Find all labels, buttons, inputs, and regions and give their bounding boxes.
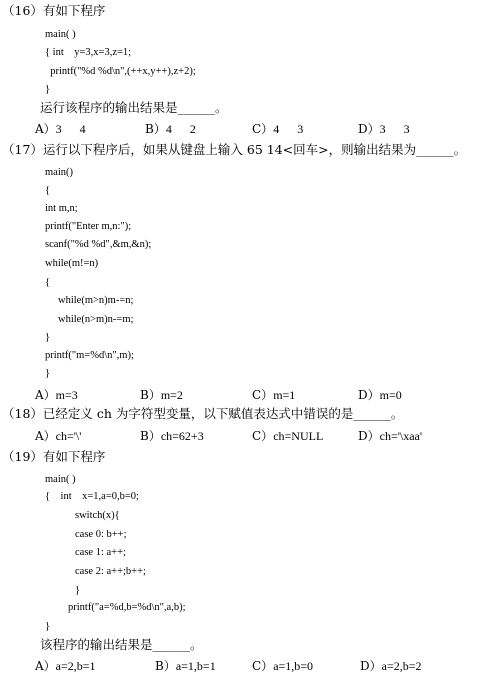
q17-code-line-10: } (45, 332, 51, 343)
q19-option-d: D）a=2,b=2 (360, 659, 422, 673)
q19-code-line-3: switch(x){ (75, 510, 120, 521)
q17-heading: （17）运行以下程序后，如果从键盘上输入 65 14<回车>，则输出结果为______。 (2, 142, 467, 157)
q17-code-line-2: { (45, 185, 51, 196)
q19-code-line-5: case 1: a++; (75, 547, 126, 558)
q16-code-line-3: printf("%d %d\n",(++x,y++),z+2); (45, 66, 196, 77)
q17-option-c: C）m=1 (252, 388, 296, 402)
q16-heading: （16）有如下程序 (2, 3, 106, 18)
q19-code-line-8: printf("a=%d,b=%d\n",a,b); (68, 602, 186, 613)
q16-option-a: A）3 4 (35, 122, 86, 136)
q16-option-d: D）3 3 (358, 122, 410, 136)
q16-option-c: C）4 3 (252, 122, 304, 136)
q18-option-c: C）ch=NULL (252, 429, 324, 443)
q17-code-line-11: printf("m=%d\n",m); (45, 350, 134, 361)
q17-code-line-6: while(m!=n) (45, 258, 99, 269)
q16-code-line-1: main( ) (45, 29, 76, 40)
q19-code-line-1: main( ) (45, 474, 76, 485)
q19-code-line-6: case 2: a++;b++; (75, 566, 146, 577)
q17-option-b: B）m=2 (140, 388, 183, 402)
q17-code-line-3: int m,n; (45, 203, 78, 214)
q17-code-line-4: printf("Enter m,n:"); (45, 221, 132, 232)
q18-option-b: B）ch=62+3 (140, 429, 204, 443)
q17-option-a: A）m=3 (35, 388, 78, 402)
q16-option-b: B）4 2 (145, 122, 196, 136)
q18-option-d: D）ch='\xaa' (358, 429, 423, 443)
q17-code-line-12: } (45, 368, 51, 379)
q18-heading: （18）已经定义 ch 为字符型变量，以下赋值表达式中错误的是______。 (2, 406, 404, 421)
q19-code-line-7: } (75, 585, 81, 596)
q17-code-line-7: { (45, 277, 51, 288)
q16-code-line-4: } (45, 84, 51, 95)
q18-option-a: A）ch='\' (35, 429, 82, 443)
q17-code-line-8: while(m>n)m-=n; (58, 295, 134, 306)
q16-prompt: 运行该程序的输出结果是______。 (40, 100, 228, 115)
q19-code-line-9: } (45, 621, 51, 632)
q17-code-line-9: while(n>m)n-=m; (58, 314, 134, 325)
q16-code-line-2: { int y=3,x=3,z=1; (45, 47, 132, 58)
q19-code-line-4: case 0: b++; (75, 529, 127, 540)
q19-option-a: A）a=2,b=1 (35, 659, 96, 673)
q19-prompt: 该程序的输出结果是______。 (40, 637, 203, 652)
q17-option-d: D）m=0 (358, 388, 402, 402)
q19-code-line-2: { int x=1,a=0,b=0; (45, 491, 139, 502)
q17-code-line-5: scanf("%d %d",&m,&n); (45, 239, 152, 250)
q17-code-line-1: main() (45, 167, 73, 178)
q19-option-b: B）a=1,b=1 (155, 659, 216, 673)
q19-option-c: C）a=1,b=0 (252, 659, 314, 673)
q19-heading: （19）有如下程序 (2, 449, 106, 464)
